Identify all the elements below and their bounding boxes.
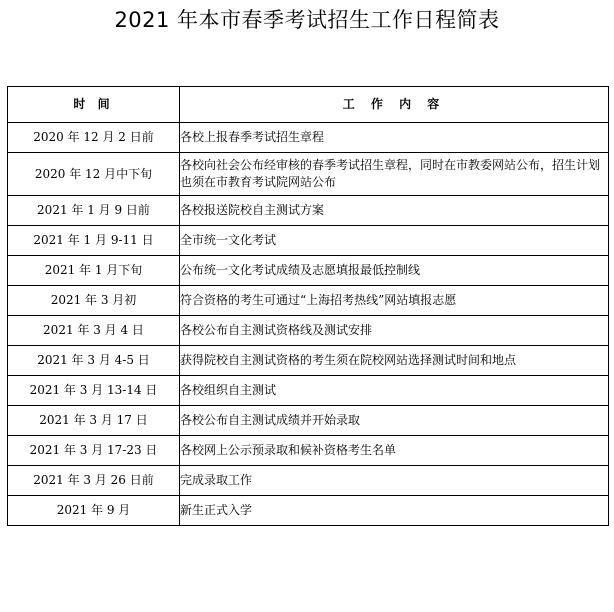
- row-time: 2021 年 3 月 17-23 日: [8, 436, 180, 466]
- table-row: [8, 406, 609, 436]
- row-content: 获得院校自主测试资格的考生须在院校网站选择测试时间和地点: [180, 346, 609, 376]
- table-row: [8, 376, 609, 406]
- row-content: 各校向社会公布经审核的春季考试招生章程，同时在市教委网站公布，招生计划也须在市教育考试院网站公布: [180, 153, 609, 196]
- row-content: 各校报送院校自主测试方案: [180, 196, 609, 226]
- table-row: [8, 496, 609, 526]
- row-content: 各校公布自主测试成绩并开始录取: [180, 406, 609, 436]
- row-time: 2021 年 3 月 13-14 日: [8, 376, 180, 406]
- row-time: 2021 年 1 月 9 日前: [8, 196, 180, 226]
- row-content: 新生正式入学: [180, 496, 609, 526]
- row-content: 符合资格的考生可通过“上海招考热线”网站填报志愿: [180, 286, 609, 316]
- table-row: [8, 346, 609, 376]
- row-content: 各校公布自主测试资格线及测试安排: [180, 316, 609, 346]
- row-content: 各校组织自主测试: [180, 376, 609, 406]
- row-time: 2021 年 3 月 4-5 日: [8, 346, 180, 376]
- table-row: [8, 153, 609, 196]
- row-time: 2020 年 12 月 2 日前: [8, 123, 180, 153]
- row-time: 2021 年 3 月 26 日前: [8, 466, 180, 496]
- row-content: 公布统一文化考试成绩及志愿填报最低控制线: [180, 256, 609, 286]
- row-content: 全市统一文化考试: [180, 226, 609, 256]
- row-time: 2021 年 1 月 9-11 日: [8, 226, 180, 256]
- row-time: 2020 年 12 月中下旬: [8, 153, 180, 196]
- schedule-table: [7, 86, 609, 526]
- row-content: 各校上报春季考试招生章程: [180, 123, 609, 153]
- table-header-row: [8, 87, 609, 123]
- table-row: [8, 466, 609, 496]
- table-row: [8, 316, 609, 346]
- header-content: 工 作 内 容: [180, 87, 609, 123]
- row-time: 2021 年 3 月 17 日: [8, 406, 180, 436]
- row-time: 2021 年 1 月下旬: [8, 256, 180, 286]
- row-content: 完成录取工作: [180, 466, 609, 496]
- row-time: 2021 年 9 月: [8, 496, 180, 526]
- row-time: 2021 年 3 月初: [8, 286, 180, 316]
- table-row: [8, 196, 609, 226]
- table-row: [8, 286, 609, 316]
- table-row: [8, 436, 609, 466]
- table-row: [8, 123, 609, 153]
- table-row: [8, 256, 609, 286]
- document-title: 2021 年本市春季考试招生工作日程简表: [114, 8, 500, 32]
- header-time: 时 间: [8, 87, 180, 123]
- row-content: 各校网上公示预录取和候补资格考生名单: [180, 436, 609, 466]
- table-row: [8, 226, 609, 256]
- row-time: 2021 年 3 月 4 日: [8, 316, 180, 346]
